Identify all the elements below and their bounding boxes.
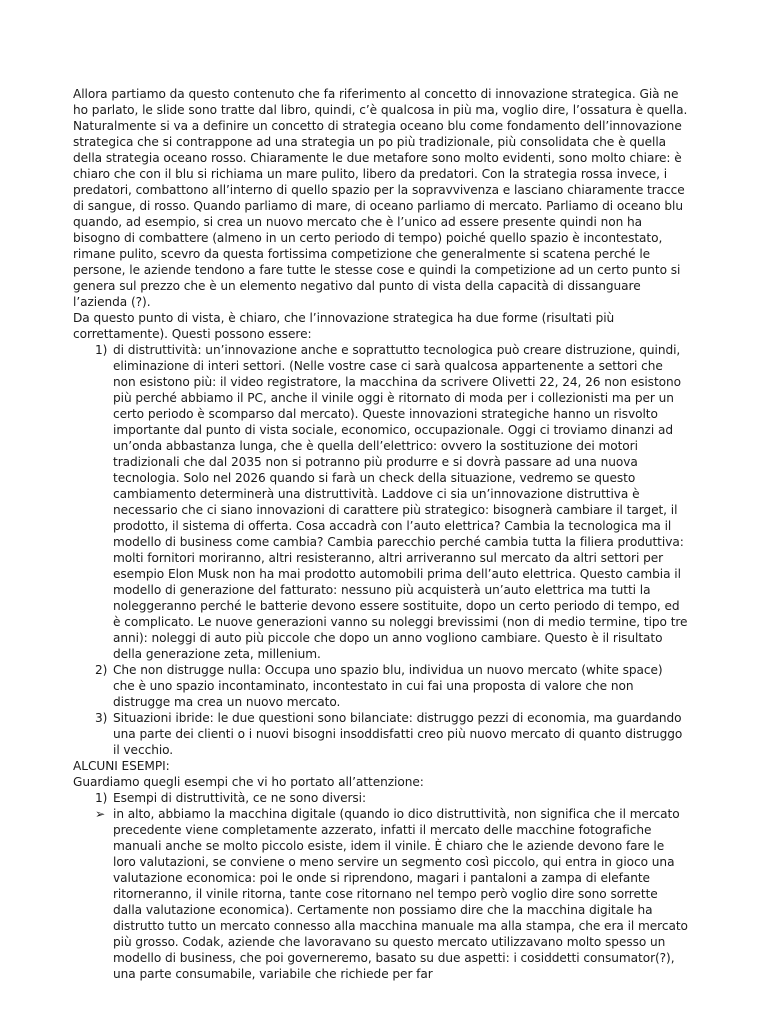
list-item-text: di distruttività: un’innovazione anche e soprattutto tecnologica può creare distruzione, quindi, eliminazione di interi settori. (Nelle vostre case ci sarà qualcosa appartenente a settori che non esistono più: il video registratore, la macchina da scrivere Olivetti 22, 24, 26 non esistono più perché abbiamo il PC, anche il vinile oggi è ritornato di moda per i collezionisti ma per un certo periodo è scomparso dal mercato). Queste innovazioni strategiche hanno un risvolto importante dal punto di vista sociale, economico, occupazionale. Oggi ci troviamo dinanzi ad un’onda abbastanza lunga, che è quella dell’elettrico: ovvero la sostituzione dei motori tradizionali che dal 2035 non si potranno più produrre e si dovrà passare ad una nuova tecnologia. Solo nel 2026 quando si farà un check della situazione, vedremo se questo cambiamento determinerà una distruttività. Laddove ci sia un’innovazione distruttiva è necessario che ci siano innovazioni di carattere più strategico: bisognerà cambiare il target, il prodotto, il sistema di offerta. Cosa accadrà con l’auto elettrica? Cambia la tecnologica ma il modello di business come cambia? Cambia parecchio perché cambia tutta la filiera produttiva: molti fornitori moriranno, altri resisteranno, altri arriveranno sul mercato da altri settori per esempio Elon Musk non ha mai prodotto automobili prima dell’auto elettrica. Questo cambia il modello di generazione del fatturato: nessuno più acquisterà un’auto elettrica ma tutti la noleggeranno perché le batterie devono essere sostituite, dopo un certo periodo di tempo, ed è complicato. Le nuove generazioni vanno su noleggi brevissimi (non di medio termine, tipo tre anni): noleggi di auto più piccole che dopo un anno vogliono cambiare. Questo è il risultato della generazione zeta, millenium.: [113, 343, 688, 661]
list-marker: 1): [95, 343, 108, 357]
list-item-text: Esempi di distruttività, ce ne sono diversi:: [113, 791, 367, 805]
forms-list: [73, 342, 688, 758]
list-item-text: Che non distrugge nulla: Occupa uno spazio blu, individua un nuovo mercato (white space) che è uno spazio incontaminato, incontestato in cui fai una proposta di valore che non distrugge ma crea un nuovo mercato.: [113, 663, 663, 709]
list-marker: 2): [95, 663, 108, 677]
examples-intro: Guardiamo quegli esempi che vi ho portato all’attenzione:: [73, 775, 424, 789]
list-item: [73, 342, 688, 662]
list-item: [73, 662, 688, 710]
intro-paragraph: Allora partiamo da questo contenuto che fa riferimento al concetto di innovazione strategica. Già ne ho parlato, le slide sono tratte dal libro, quindi, c’è qualcosa in più ma, voglio dire, l’ossatura è quella. Naturalmente si va a definire un concetto di strategia oceano blu come fondamento dell’innovazione strategica che si contrappone ad una strategia un po più tradizionale, più consolidata che è quella della strategia oceano rosso. Chiaramente le due metafore sono molto evidenti, sono molto chiare: è chiaro che con il blu si richiama un mare pulito, libero da predatori. Con la strategia rossa invece, i predatori, combattono all’interno di quello spazio per la sopravvivenza e lasciano chiaramente tracce di sangue, di rosso. Quando parliamo di mare, di oceano parliamo di mercato. Parliamo di oceano blu quando, ad esempio, si crea un nuovo mercato che è l’unico ad essere presente quindi non ha bisogno di combattere (almeno in un certo periodo di tempo) poiché quello spazio è incontestato, rimane pulito, scevro da questa fortissima competizione che generalmente si scatena perché le persone, le aziende tendono a fare tutte le stesse cose e quindi la competizione ad un certo punto si genera sul prezzo che è un elemento negativo dal punto di vista della capacità di dissanguare l’azienda (?).: [73, 87, 688, 309]
arrow-bullet-icon: ➢: [95, 807, 106, 821]
list-item: [73, 710, 688, 758]
list-marker: 1): [95, 791, 108, 805]
list-item: [73, 790, 688, 806]
list-item-text: in alto, abbiamo la macchina digitale (quando io dico distruttività, non significa che il mercato precedente viene completamente azzerato, infatti il mercato delle macchine fotografiche manuali anche se molto piccolo esiste, idem il vinile. È chiaro che le aziende devono fare le loro valutazioni, se conviene o meno servire un segmento così piccolo, qui entra in gioco una valutazione economica: poi le onde si riprendono, magari i pantaloni a zampa di elefante ritorneranno, il vinile ritorna, tante cose ritornano nel tempo però voglio dire sono sorrette dalla valutazione economica). Certamente non possiamo dire che la macchina digitale ha distrutto tutto un mercato connesso alla macchina manuale ma alla stampa, che era il mercato più grosso. Codak, aziende che lavoravano su questo mercato utilizzavano molto spesso un modello di business, che poi governeremo, basato su due aspetti: i cosiddetti consumator(?), una parte consumabile, variabile che richiede per far: [113, 807, 688, 981]
forms-paragraph: Da questo punto di vista, è chiaro, che l’innovazione strategica ha due forme (risultati più correttamente). Questi possono essere:: [73, 311, 615, 341]
examples-heading: ALCUNI ESEMPI:: [73, 759, 170, 773]
list-item-text: Situazioni ibride: le due questioni sono bilanciate: distruggo pezzi di economia, ma guardando una parte dei clienti o i nuovi bisogni insoddisfatti creo più nuovo mercato di quanto distruggo il vecchio.: [113, 711, 683, 757]
document-body: [73, 86, 688, 982]
list-item: [73, 806, 688, 982]
list-marker: 3): [95, 711, 108, 725]
examples-list: [73, 790, 688, 982]
